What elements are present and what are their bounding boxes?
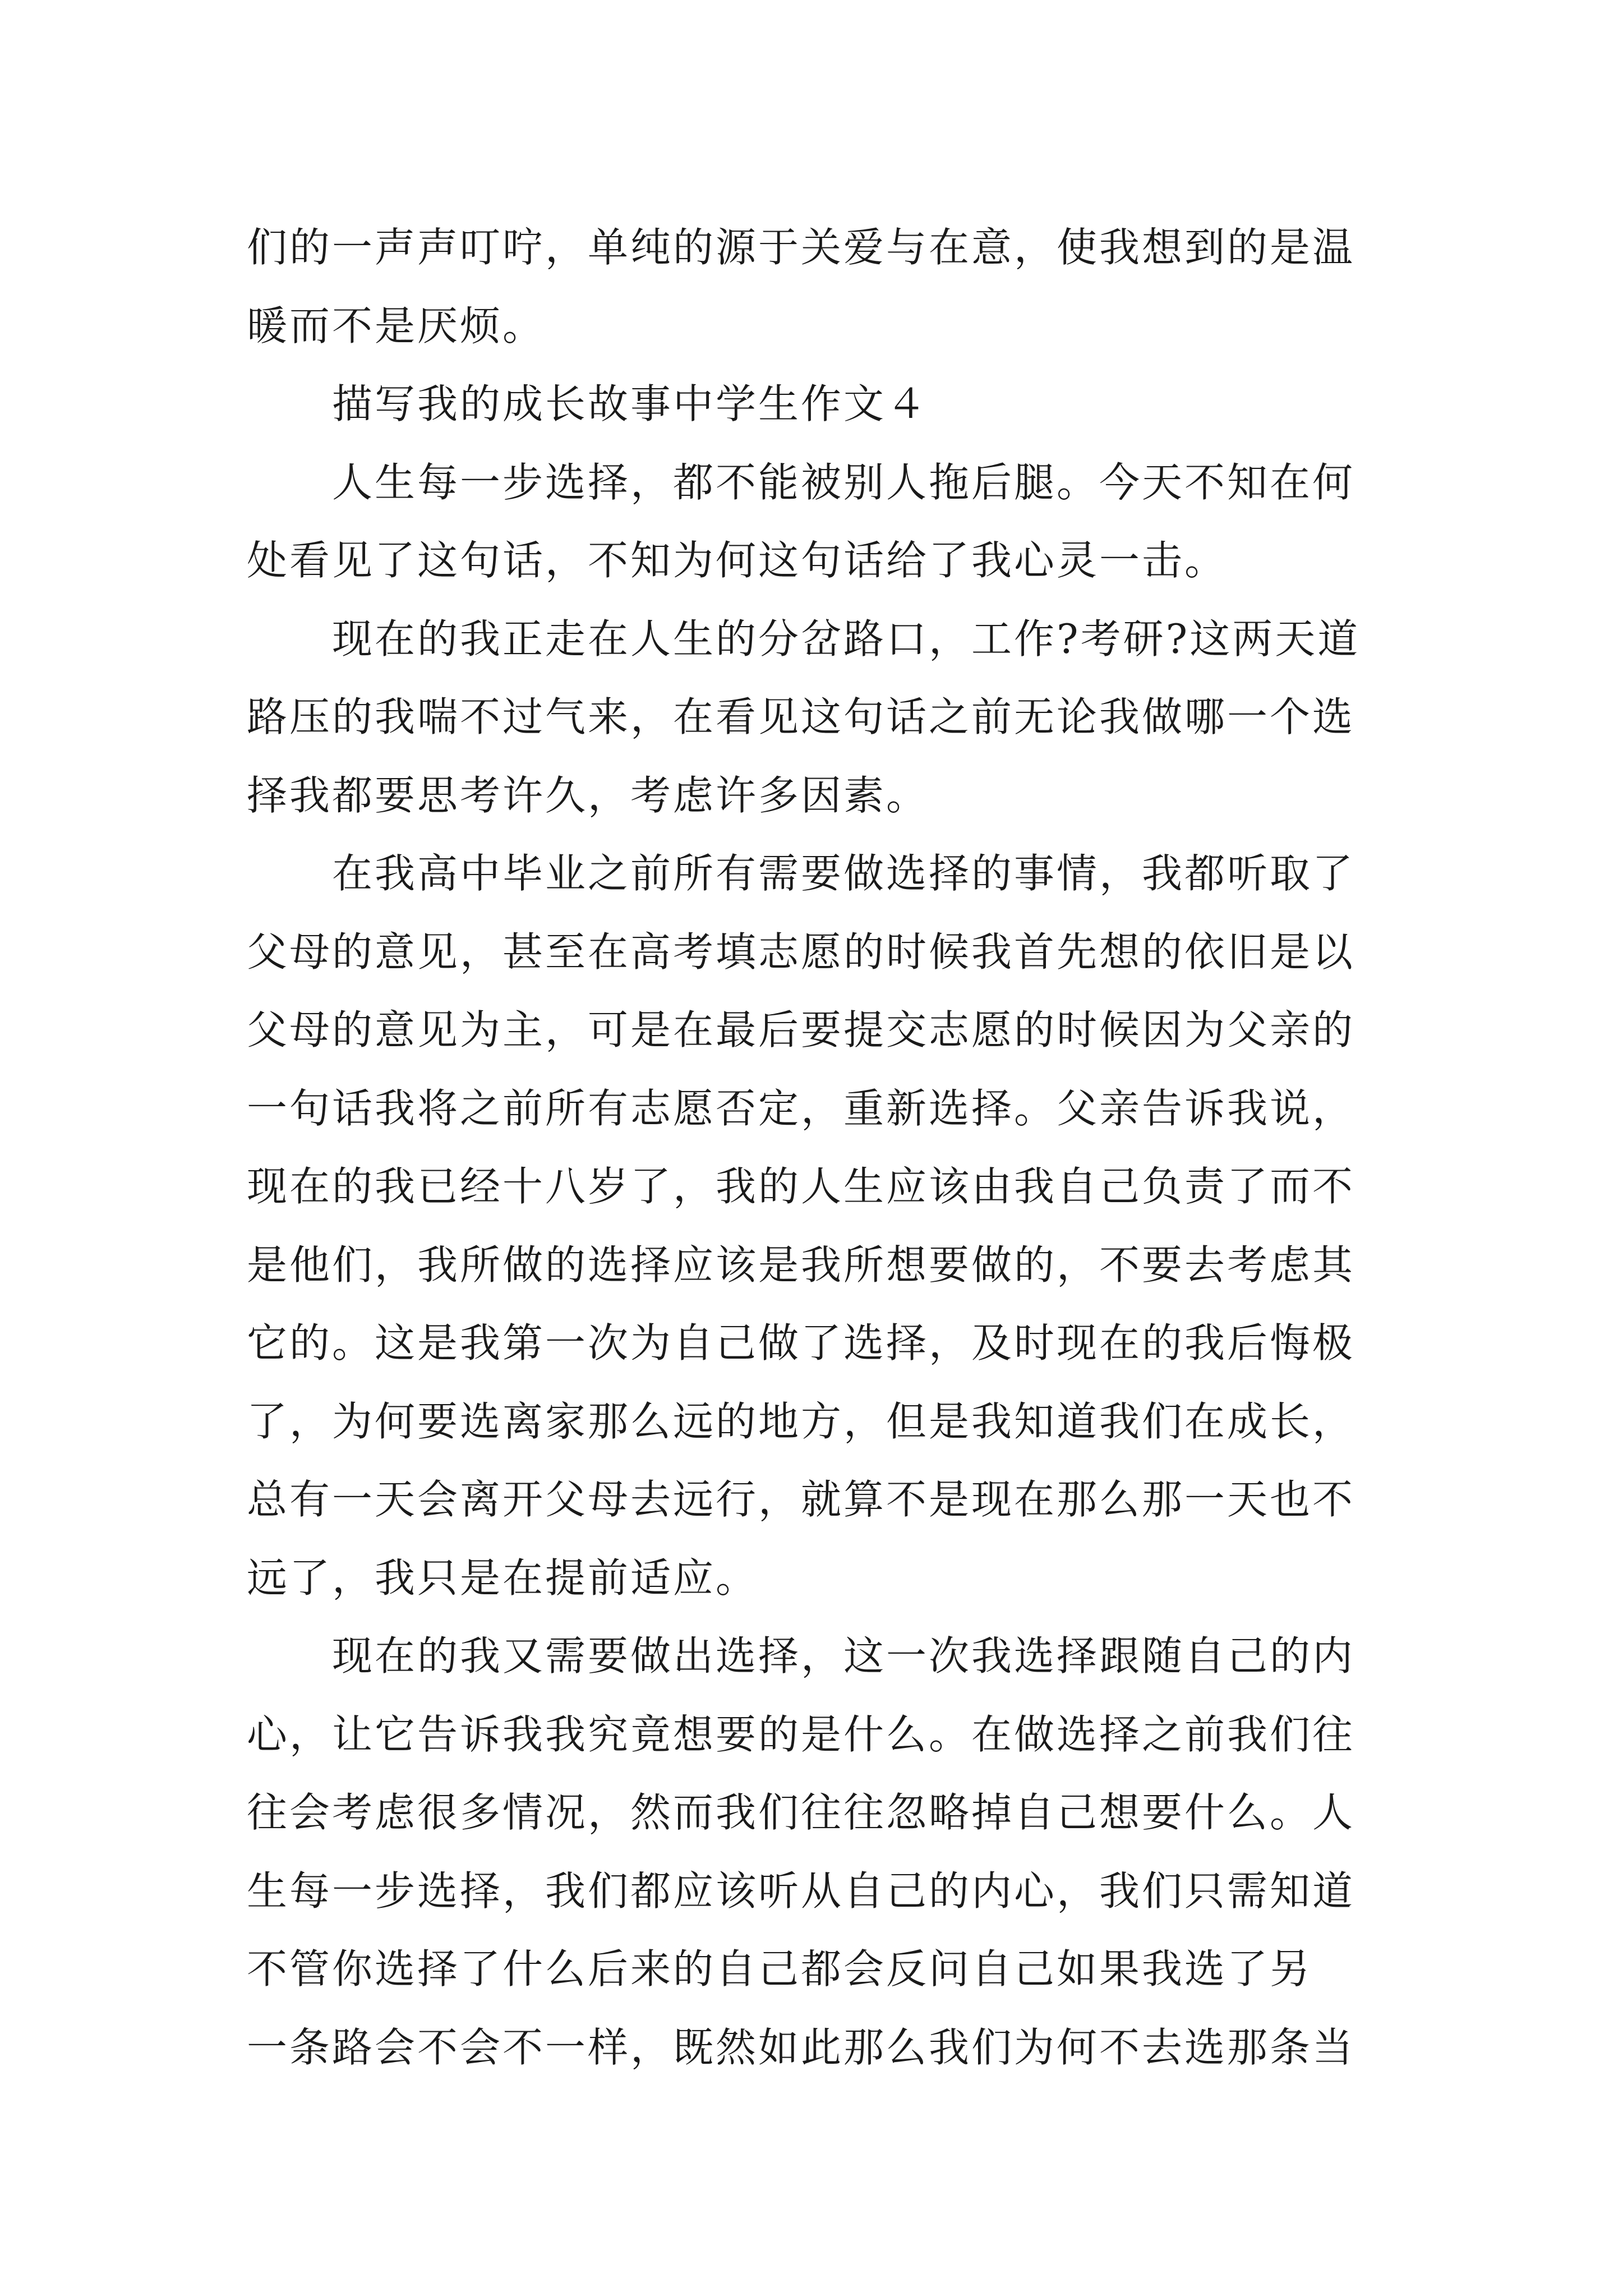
text-line: 暖而不是厌烦。 — [247, 302, 546, 349]
text-line: 一条路会不会不一样，既然如此那么我们为何不去选那条当 — [247, 2023, 1355, 2071]
text-line: 生每一步选择，我们都应该听从自己的内心，我们只需知道 — [247, 1867, 1355, 1915]
text-line: 一句话我将之前所有志愿否定，重新选择。父亲告诉我说， — [247, 1084, 1355, 1132]
text-line: 现在的我正走在人生的分岔路口，工作?考研?这两天道 — [332, 615, 1361, 662]
essay-heading: 描写我的成长故事中学生作文４ — [332, 380, 929, 427]
text-line: 人生每一步选择，都不能被别人拖后腿。今天不知在何 — [332, 458, 1355, 506]
text-line: 了，为何要选离家那么远的地方，但是我知道我们在成长， — [247, 1397, 1355, 1445]
paragraph — [247, 444, 1385, 600]
text-line: 它的。这是我第一次为自己做了选择，及时现在的我后悔极 — [247, 1319, 1355, 1366]
essay-body — [247, 209, 1385, 2087]
text-line: 往会考虑很多情况，然而我们往往忽略掉自己想要什么。人 — [247, 1789, 1355, 1836]
text-line: 是他们，我所做的选择应该是我所想要做的，不要去考虑其 — [247, 1241, 1355, 1289]
text-line: 路压的我喘不过气来，在看见这句话之前无论我做哪一个选 — [247, 693, 1355, 740]
text-line: 择我都要思考许久，考虑许多因素。 — [247, 771, 929, 819]
paragraph — [247, 835, 1385, 1617]
text-line: 父母的意见为主，可是在最后要提交志愿的时候因为父亲的 — [247, 1006, 1355, 1053]
text-line: 现在的我已经十八岁了，我的人生应该由我自己负责了而不 — [247, 1163, 1355, 1210]
text-line: 现在的我又需要做出选择，这一次我选择跟随自己的内 — [332, 1632, 1355, 1680]
text-line: 心，让它告诉我我究竟想要的是什么。在做选择之前我们往 — [247, 1710, 1355, 1758]
text-line: 远了，我只是在提前适应。 — [247, 1554, 759, 1602]
text-line: 处看见了这句话，不知为何这句话给了我心灵一击。 — [247, 537, 1228, 584]
text-line: 父母的意见，甚至在高考填志愿的时候我首先想的依旧是以 — [247, 928, 1355, 976]
text-line: 在我高中毕业之前所有需要做选择的事情，我都听取了 — [332, 850, 1355, 897]
paragraph — [247, 1617, 1385, 2087]
text-line: 总有一天会离开父母去远行，就算不是现在那么那一天也不 — [247, 1476, 1355, 1523]
text-line: 不管你选择了什么后来的自己都会反问自己如果我选了另 — [247, 1945, 1313, 1993]
paragraph — [247, 600, 1385, 835]
text-line: 们的一声声叮咛，单纯的源于关爱与在意，使我想到的是温 — [247, 224, 1355, 271]
